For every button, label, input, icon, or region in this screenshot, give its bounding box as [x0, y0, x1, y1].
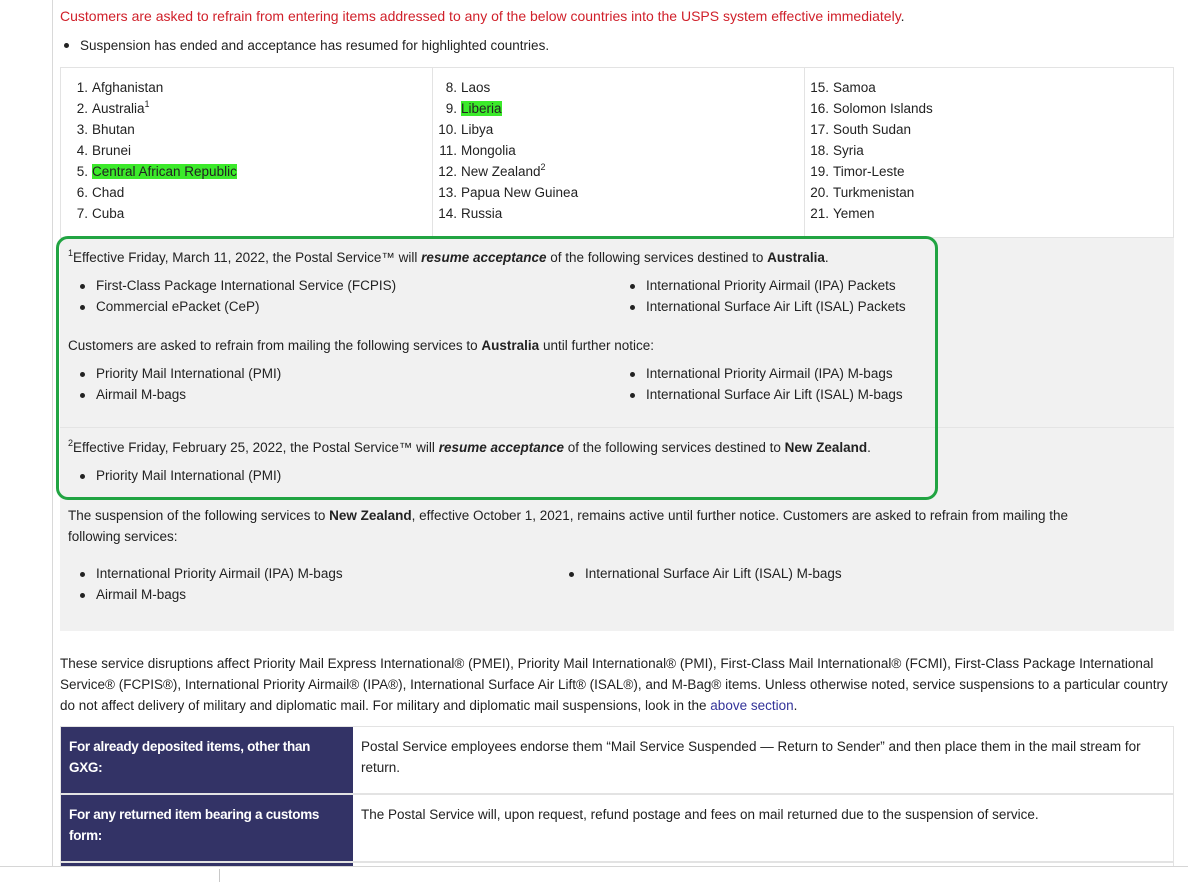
country-name: Bhutan	[92, 122, 135, 137]
country-name: Chad	[92, 185, 125, 200]
country-number: 8.	[445, 80, 457, 95]
country-name: Mongolia	[461, 143, 516, 158]
country-number: 3.	[76, 122, 88, 137]
policy-row-header: For already deposited items, other than GXG:	[61, 727, 353, 793]
policy-row-customs	[60, 794, 1174, 862]
country-table	[60, 67, 1174, 238]
country-item	[437, 204, 578, 225]
country-item	[437, 183, 578, 204]
country-item	[809, 141, 933, 162]
country-item	[809, 78, 933, 99]
bottom-status-bar	[0, 866, 1188, 885]
policy-row-body: The Postal Service will, upon request, refund postage and fees on mail returned due to the suspension of service.	[361, 807, 1039, 822]
country-item	[809, 120, 933, 141]
content-left-border	[52, 0, 53, 866]
country-name: Libya	[461, 122, 494, 137]
country-item	[809, 162, 933, 183]
footnote-marker: 2	[540, 162, 546, 172]
country-name: New Zealand	[461, 164, 541, 179]
country-column-1	[61, 68, 433, 237]
country-number: 6.	[76, 185, 88, 200]
country-item	[73, 183, 237, 204]
country-number: 14.	[438, 206, 457, 221]
suspension-notice: Customers are asked to refrain from entering items addressed to any of the below countries into the USPS system effective immediately.	[60, 8, 905, 24]
country-name: Papua New Guinea	[461, 185, 579, 200]
country-item	[809, 99, 933, 120]
country-name: Yemen	[833, 206, 875, 221]
country-name: Laos	[461, 80, 491, 95]
country-number: 11.	[439, 143, 457, 158]
service-list-item: First-Class Package International Service (FCPIS)	[96, 276, 396, 297]
country-number: 4.	[76, 143, 88, 158]
new-zealand-suspended-list-right	[585, 564, 842, 585]
country-number: 20.	[810, 185, 829, 200]
service-list-item: Priority Mail International (PMI)	[96, 364, 281, 385]
service-list-item: Airmail M-bags	[96, 585, 343, 606]
country-name: Solomon Islands	[833, 101, 933, 116]
country-number: 5.	[76, 164, 88, 179]
footnote-marker: 1	[144, 99, 150, 109]
country-item	[437, 99, 578, 120]
service-list-item: International Priority Airmail (IPA) Packets	[646, 276, 906, 297]
country-number: 1.	[76, 80, 88, 95]
new-zealand-suspended-list-left	[96, 564, 343, 606]
status-bar-separator	[219, 869, 220, 882]
country-item	[73, 99, 237, 120]
service-list-item: Commercial ePacket (CeP)	[96, 297, 396, 318]
country-name: Samoa	[833, 80, 876, 95]
policy-row-header: For any returned item bearing a customs form:	[61, 795, 353, 861]
country-item	[73, 204, 237, 225]
country-item	[437, 162, 578, 183]
country-name: Cuba	[92, 206, 125, 221]
country-item	[437, 120, 578, 141]
service-disruptions-paragraph: These service disruptions affect Priority Mail Express International® (PMEI), Priority Mail International® (PMI), First-Class Mail International® (FCMI), First-Class Package International Service® (FCPIS®), International Priority Airmail® (IPA®), International Surface Air Lift® (ISAL®), and M-Bag® items. Unless otherwise noted, service suspensions to a particular country do not affect delivery of military and diplomatic mail. For military and diplomatic mail suspensions, look in the above section.	[60, 656, 1168, 713]
service-list-item: International Priority Airmail (IPA) M-bags	[96, 564, 343, 585]
country-number: 10.	[438, 122, 457, 137]
country-name: Syria	[833, 143, 864, 158]
country-item	[809, 183, 933, 204]
policy-row-deposited	[60, 726, 1174, 794]
service-list-item: International Surface Air Lift (ISAL) M-bags	[585, 564, 842, 585]
country-item	[73, 162, 237, 183]
country-number: 17.	[810, 122, 829, 137]
service-list-item: International Surface Air Lift (ISAL) Packets	[646, 297, 906, 318]
australia-refrain-intro: Customers are asked to refrain from mailing the following services to Australia until further notice:	[68, 338, 655, 353]
country-name: Central African Republic	[92, 164, 237, 179]
service-list-item: Priority Mail International (PMI)	[96, 466, 281, 487]
country-name: Liberia	[461, 101, 502, 116]
country-name: Turkmenistan	[833, 185, 915, 200]
country-number: 18.	[810, 143, 829, 158]
resumed-note-text: Suspension has ended and acceptance has resumed for highlighted countries.	[80, 38, 550, 53]
new-zealand-suspension-line2: following services:	[68, 529, 178, 544]
country-number: 19.	[810, 164, 829, 179]
country-number: 7.	[76, 206, 88, 221]
policy-row-body: Postal Service employees endorse them “Mail Service Suspended — Return to Sender” and then place them in the mail stream for return.	[361, 739, 1141, 775]
resumed-note-bullet	[80, 36, 549, 56]
country-name: Timor-Leste	[833, 164, 905, 179]
country-item	[73, 78, 237, 99]
country-name: Afghanistan	[92, 80, 164, 95]
service-list-item: Airmail M-bags	[96, 385, 281, 406]
country-item	[437, 78, 578, 99]
country-number: 15.	[810, 80, 829, 95]
country-column-3	[805, 68, 1173, 237]
country-number: 13.	[438, 185, 457, 200]
country-name: Australia	[92, 101, 145, 116]
australia-footnote-intro: $^1$Effective Friday, March 11, 2022, the Postal Service™ will resume acceptance of the following services destined to Australia.	[68, 248, 829, 265]
country-item	[809, 204, 933, 225]
above-section-link[interactable]: above section	[710, 698, 794, 713]
service-list-item: International Priority Airmail (IPA) M-bags	[646, 364, 903, 385]
country-number: 12.	[438, 164, 457, 179]
new-zealand-suspension-line1: The suspension of the following services to New Zealand, effective October 1, 2021, remains active until further notice. Customers are asked to refrain from mailing the	[68, 508, 1068, 523]
country-number: 16.	[810, 101, 829, 116]
highlight-annotation-box	[56, 236, 938, 500]
new-zealand-footnote-intro: $^2$Effective Friday, February 25, 2022, the Postal Service™ will resume acceptance of the following services destined to New Zealand.	[68, 438, 871, 455]
country-item	[73, 141, 237, 162]
service-list-item: International Surface Air Lift (ISAL) M-bags	[646, 385, 903, 406]
country-item	[437, 141, 578, 162]
country-name: Brunei	[92, 143, 132, 158]
country-number: 9.	[445, 101, 457, 116]
country-number: 2.	[76, 101, 88, 116]
country-number: 21.	[810, 206, 829, 221]
country-item	[73, 120, 237, 141]
country-name: South Sudan	[833, 122, 912, 137]
country-column-2	[433, 68, 805, 237]
country-name: Russia	[461, 206, 503, 221]
